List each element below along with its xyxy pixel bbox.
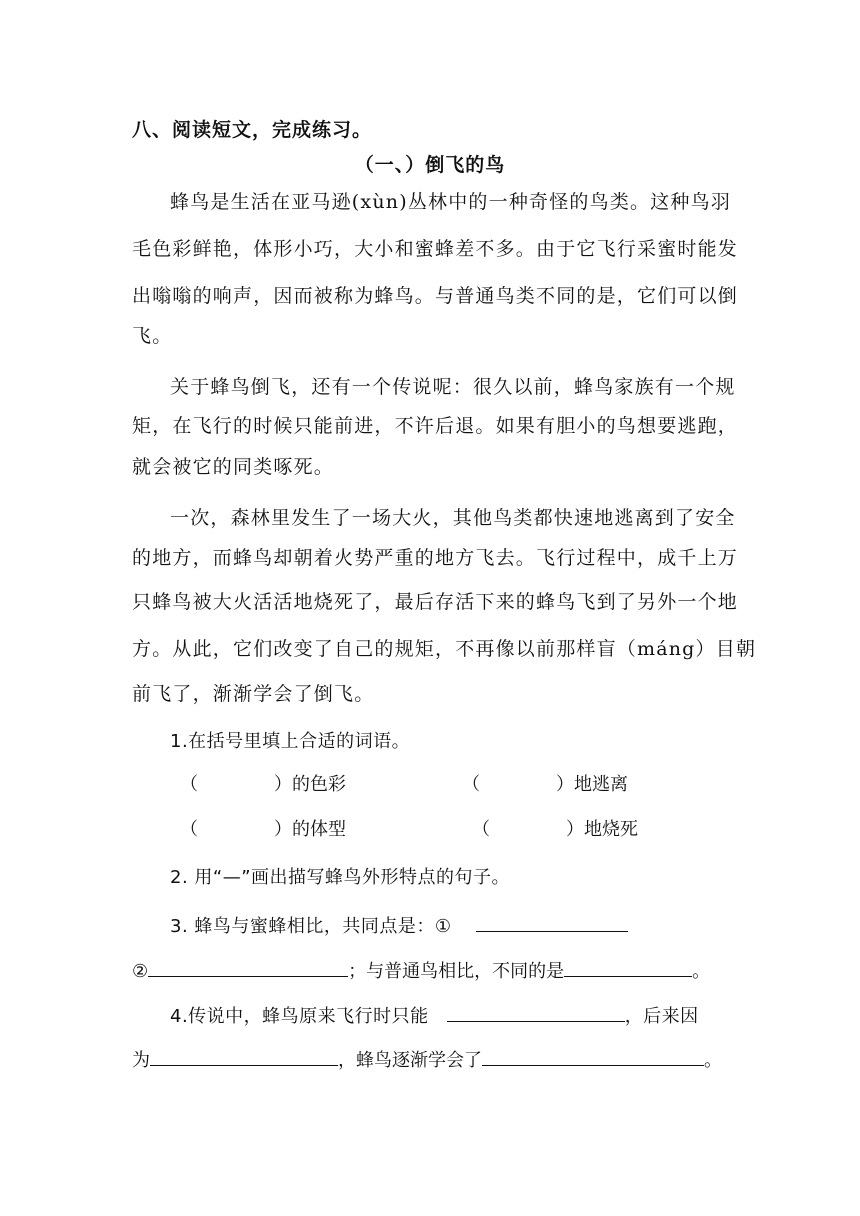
section-heading: 八、阅读短文，完成练习。	[132, 119, 373, 141]
question-4-line-2	[132, 1047, 732, 1073]
passage-title: （一、）倒飞的鸟	[354, 154, 506, 176]
q4-end-punct: 。	[704, 1050, 722, 1071]
p3-line-3: 只蜂鸟被大火活活地烧死了，最后存活下来的蜂鸟飞到了另外一个地	[132, 591, 739, 613]
q1-close-text: ）地烧死	[566, 819, 638, 840]
q3-blank-2[interactable]	[148, 958, 348, 977]
question-3-text: 3. 蜂鸟与蜜蜂相比，共同点是：①	[170, 916, 452, 937]
p3-line-4: 方。从此，它们改变了自己的规矩，不再像以前那样盲（máng）目朝	[132, 638, 757, 660]
q1-open-paren: （	[462, 774, 480, 795]
q4-blank-1[interactable]	[447, 1003, 625, 1022]
p1-line-1: 蜂鸟是生活在亚马逊(xùn)丛林中的一种奇怪的鸟类。这种鸟羽	[170, 191, 732, 213]
q1-item-color	[180, 773, 346, 797]
q1-close-text: ）的色彩	[274, 774, 346, 795]
q4-text-c: 为	[132, 1050, 150, 1071]
p2-line-1: 关于蜂鸟倒飞，还有一个传说呢：很久以前，蜂鸟家族有一个规	[170, 376, 736, 398]
q1-item-escape	[462, 773, 628, 797]
question-4-text: 4.传说中，蜂鸟原来飞行时只能	[170, 1006, 429, 1027]
q3-blank-1[interactable]	[476, 913, 628, 932]
q3-blank-3[interactable]	[564, 958, 692, 977]
q1-close-text: ）地逃离	[556, 774, 628, 795]
q1-close-text: ）的体型	[274, 819, 346, 840]
q4-text-d: ，蜂鸟逐渐学会了	[338, 1050, 482, 1071]
question-3-line-2	[132, 958, 732, 984]
q1-open-paren: （	[180, 774, 198, 795]
q1-item-burned	[472, 818, 638, 842]
q4-text-b: ，后来因	[624, 1006, 699, 1027]
p2-line-2: 矩，在飞行的时候只能前进，不许后退。如果有胆小的鸟想要逃跑，	[132, 415, 739, 437]
q3-marker-2: ②	[132, 961, 149, 982]
p1-line-3: 出嗡嗡的响声，因而被称为蜂鸟。与普通鸟类不同的是，它们可以倒	[132, 285, 739, 307]
q1-open-paren: （	[180, 819, 198, 840]
question-1: 1.在括号里填上合适的词语。	[170, 731, 411, 752]
q1-open-paren: （	[472, 819, 490, 840]
p2-line-3: 就会被它的同类啄死。	[132, 456, 335, 478]
p3-line-1: 一次，森林里发生了一场大火，其他鸟类都快速地逃离到了安全	[170, 507, 736, 529]
p1-line-4: 飞。	[132, 325, 173, 347]
q3-end-punct: 。	[692, 961, 711, 982]
q3-mid-text: ；与普通鸟相比，不同的是	[348, 961, 565, 982]
q4-blank-3[interactable]	[482, 1047, 704, 1066]
p3-line-2: 的地方，而蜂鸟却朝着火势严重的地方飞去。飞行过程中，成千上万	[132, 547, 739, 569]
q4-blank-2[interactable]	[150, 1047, 338, 1066]
p1-line-2: 毛色彩鲜艳，体形小巧，大小和蜜蜂差不多。由于它飞行采蜜时能发	[132, 238, 739, 260]
question-3-line-1	[170, 913, 770, 939]
question-4-line-1	[170, 1003, 770, 1029]
question-2: 2. 用“—”画出描写蜂鸟外形特点的句子。	[170, 867, 511, 888]
q1-item-shape	[180, 818, 346, 842]
p3-line-5: 前飞了，渐渐学会了倒飞。	[132, 683, 375, 705]
